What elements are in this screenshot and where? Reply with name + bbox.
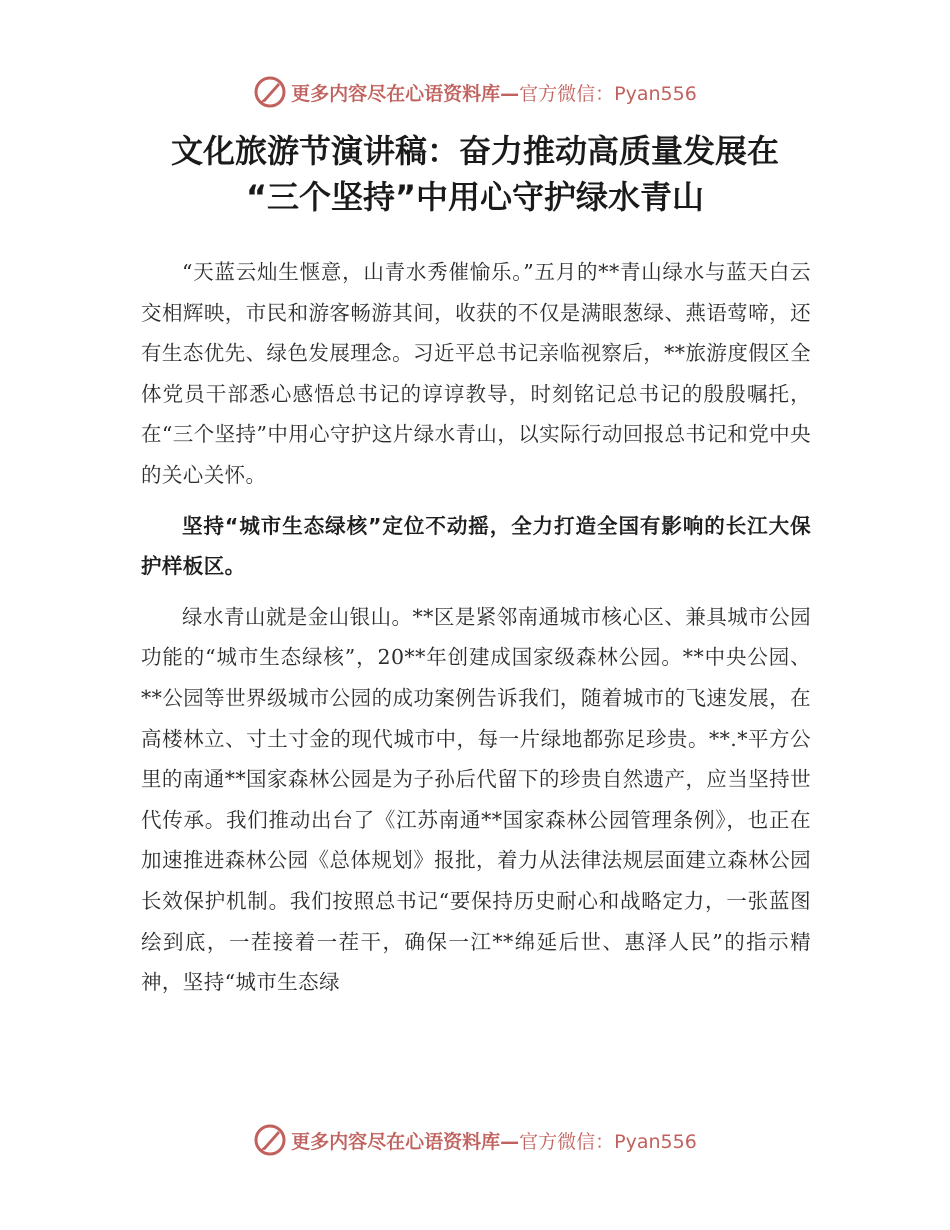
section-heading: 坚持“城市生态绿核”定位不动摇，全力打造全国有影响的长江大保护样板区。 — [141, 513, 811, 579]
banner-site-text: 更多内容尽在心语资料库— — [291, 82, 520, 105]
document-title — [60, 128, 890, 220]
paragraph-body: 绿水青山就是金山银山。**区是紧邻南通城市核心区、兼具城市公园功能的“城市生态绿核”，20**年创建成国家级森林公园。**中央公园、**公园等世界级城市公园的成功案例告诉我们，随着城市的飞速发展，在高楼林立、寸土寸金的现代城市中，每一片绿地都弥足珍贵。**.*平方公里的南通**国家森林公园是为子孙后代留下的珍贵自然遗产，应当坚持世代传承。我们推动出台了《江苏南通**国家森林公园管理条例》，也正在加速推进森林公园《总体规划》报批，着力从法律法规层面建立森林公园长效保护机制。我们按照总书记“要保持历史耐心和战略定力，一张蓝图绘到底，一茬接着一茬干，确保一江**绵延后世、惠泽人民”的指示精神，坚持“城市生态绿 — [141, 604, 811, 995]
banner-wechat-text: 官方微信：Pyan556 — [519, 82, 697, 105]
quill-pen-logo-icon — [253, 75, 287, 109]
paragraph-intro: “天蓝云灿生惬意，山青水秀催愉乐。”五月的**青山绿水与蓝天白云交相辉映，市民和游客畅游其间，收获的不仅是满眼葱绿、燕语莺啼，还有生态优先、绿色发展理念。习近平总书记亲临视察后，**旅游度假区全体党员干部悉心感悟总书记的谆谆教导，时刻铭记总书记的殷殷嘱托，在“三个坚持”中用心守护这片绿水青山，以实际行动回报总书记和党中央的关心关怀。 — [141, 260, 811, 487]
title-line-2: “三个坚持”中用心守护绿水青山 — [245, 178, 705, 216]
footer-site-text: 更多内容尽在心语资料库— — [291, 1130, 520, 1153]
footer-banner — [0, 1120, 950, 1160]
document-body — [141, 252, 811, 1003]
footer-wechat-text: 官方微信：Pyan556 — [519, 1130, 697, 1153]
quill-pen-logo-icon — [253, 1123, 287, 1157]
header-banner — [0, 72, 950, 112]
title-line-1: 文化旅游节演讲稿：奋力推动高质量发展在 — [170, 132, 779, 170]
